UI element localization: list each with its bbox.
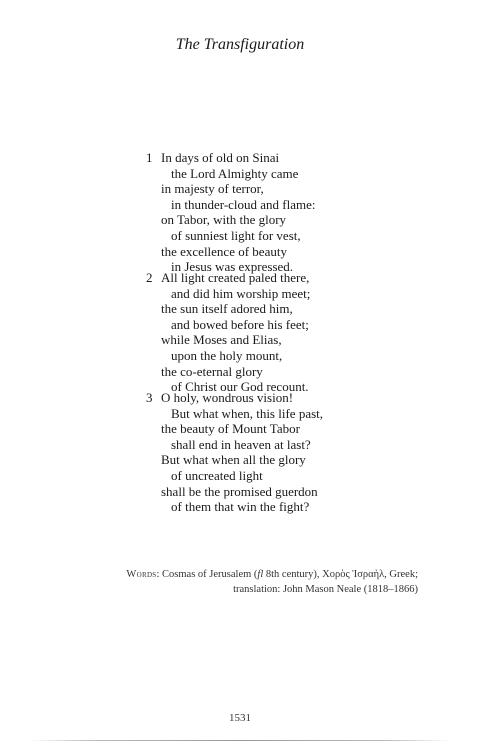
words-century-source: 8th century), Χορὸς Ἰσραὴλ, Greek; [263, 569, 418, 580]
verse-line: of sunniest light for vest, [171, 227, 301, 243]
verse-line: O holy, wondrous vision! [161, 390, 294, 405]
verse-line: shall end in heaven at last? [171, 436, 311, 452]
footer-rule [30, 740, 450, 741]
verse-line: in majesty of terror, [161, 181, 264, 197]
verse-line: But what when, this life past, [171, 405, 324, 421]
verse-number: 1 [146, 150, 153, 165]
verse-line: and bowed before his feet; [171, 316, 309, 332]
verse-line: in thunder-cloud and flame: [171, 196, 316, 212]
verse-line: while Moses and Elias, [161, 332, 282, 348]
words-author: : Cosmas of Jerusalem ( [156, 569, 258, 580]
verse-line: In days of old on Sinai [161, 150, 280, 165]
verse-number: 2 [146, 270, 153, 285]
translation-credit: translation: John Mason Neale (1818–1866) [233, 584, 418, 595]
verse-3 [146, 390, 323, 515]
verse-line: of them that win the fight? [171, 499, 310, 515]
verse-line: shall be the promised guerdon [161, 483, 318, 499]
verse-1 [146, 150, 316, 275]
verse-number: 3 [146, 390, 153, 405]
verse-line: the sun itself adored him, [161, 301, 293, 317]
verse-line: But what when all the glory [161, 452, 306, 468]
verse-line: the beauty of Mount Tabor [161, 421, 300, 437]
page-number: 1531 [229, 712, 251, 724]
floruit-abbrev: fl [257, 569, 264, 580]
verse-line: of uncreated light [171, 467, 263, 483]
words-label: Words [126, 569, 157, 580]
verse-line: of Christ our God recount. [171, 379, 309, 395]
verse-2 [146, 270, 310, 395]
verse-line: upon the holy mount, [171, 347, 283, 363]
verse-line: on Tabor, with the glory [161, 212, 287, 228]
hymn-title: The Transfiguration [175, 36, 305, 53]
hymn-credits [126, 567, 418, 597]
verse-line: and did him worship meet; [171, 285, 311, 301]
verse-line: the co-eternal glory [161, 363, 263, 379]
verse-line: All light created paled there, [161, 270, 310, 285]
verse-line: the Lord Almighty came [171, 165, 299, 181]
verse-line: the excellence of beauty [161, 243, 287, 259]
words-credit [126, 567, 418, 582]
verse-line: in Jesus was expressed. [171, 259, 294, 275]
